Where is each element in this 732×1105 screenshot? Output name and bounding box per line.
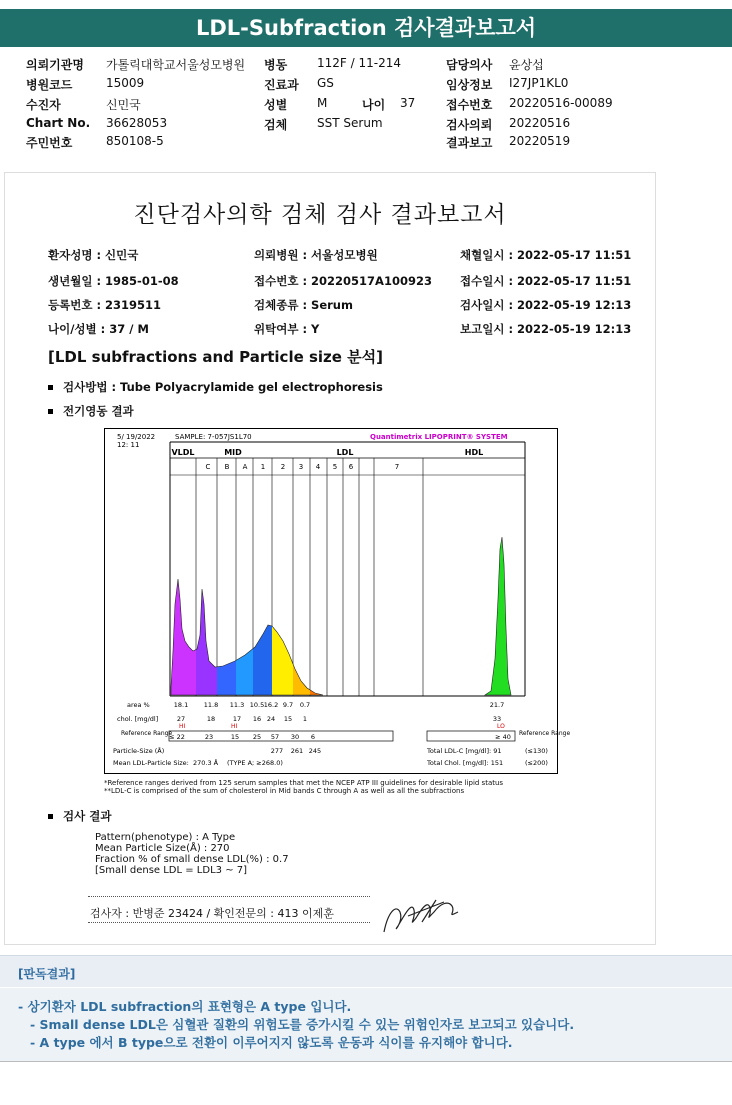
band-label: 7 [394, 463, 400, 471]
area-value: 9.7 [282, 701, 294, 709]
patient-hospital: 의뢰병원 : 서울성모병원 [254, 248, 378, 262]
chol-value: 17 [232, 715, 242, 723]
info-doctor: 윤상섭 [509, 58, 544, 72]
curve-band-fill [327, 459, 343, 696]
result-pattern: Pattern(phenotype) : A Type [95, 832, 236, 843]
result-fraction: Fraction % of small dense LDL(%) : 0.7 [95, 854, 289, 865]
info-clinical: I27JP1KL0 [509, 76, 569, 90]
ref-value: 6 [310, 733, 316, 741]
curve-band-fill [293, 459, 310, 696]
band-label: B [224, 463, 230, 471]
area-value: 21.7 [489, 701, 505, 709]
curve-band-fill [217, 459, 236, 696]
lipoprint-chart [104, 428, 571, 774]
judgment-line-1: - 상기환자 LDL subfraction의 표현형은 A type 입니다. [18, 999, 352, 1014]
result-definition: [Small dense LDL = LDL3 ~ 7] [95, 865, 248, 876]
sign-line-top [88, 896, 370, 897]
chol-value: 24 [266, 715, 276, 723]
result-heading: 검사 결과 [48, 808, 111, 824]
total-ldl: Total LDL-C [mg/dl]: 91 [427, 747, 502, 755]
signature-image [378, 882, 468, 942]
total-ldl-ref: (≤130) [525, 747, 548, 755]
area-value: 16.2 [263, 701, 279, 709]
patient-specimen: 검체종류 : Serum [254, 298, 353, 312]
area-row [174, 701, 504, 709]
info-hospital-code: 15009 [106, 76, 145, 90]
lipoprint-svg [105, 429, 571, 773]
info-chart-no: 36628053 [106, 116, 168, 130]
chol-row [177, 715, 501, 723]
ref-value: 57 [270, 733, 280, 741]
curve-band-fill [310, 459, 327, 696]
band-label: A [242, 463, 248, 471]
info-age: 37 [400, 96, 416, 110]
curve-band-fill [475, 459, 525, 696]
patient-report-time: 보고일시 : 2022-05-19 12:13 [460, 322, 632, 336]
size-value: 245 [308, 747, 322, 755]
row-size-label: Particle-Size (Å) [113, 747, 165, 755]
method-line: 검사방법 : Tube Polyacrylamide gel electrophoresis [48, 379, 383, 395]
area-value: 10.5 [249, 701, 265, 709]
judgment-line-3: - A type 에서 B type으로 전환이 이루어지지 않도록 운동과 식이를 유지해야 합니다. [30, 1035, 513, 1050]
row-mean-label: Mean LDL-Particle Size: [113, 759, 189, 767]
flag-2: HI [231, 723, 238, 730]
info-dept: GS [317, 76, 334, 90]
chart-time: 12: 11 [117, 441, 140, 449]
ref-value: 23 [204, 733, 214, 741]
info-specimen: SST Serum [317, 116, 383, 130]
chart-date: 5/ 19/2022 [117, 433, 156, 441]
ref-value: 15 [230, 733, 240, 741]
patient-reg-no: 등록번호 : 2319511 [48, 298, 162, 312]
area-value: 11.3 [229, 701, 245, 709]
judgment-header: [판독결과] [0, 955, 732, 987]
ref-value: ≤ 22 [169, 733, 185, 741]
info-ward: 112F / 11-214 [317, 56, 401, 70]
chol-value: 1 [302, 715, 308, 723]
chart-sample: SAMPLE: 7-057JS1L70 [175, 433, 252, 441]
chol-value: 16 [252, 715, 262, 723]
patient-name: 환자성명 : 신민국 [48, 248, 139, 262]
ref-value: 30 [290, 733, 300, 741]
row-area-label: area % [127, 701, 150, 709]
patient-age-sex: 나이/성별 : 37 / M [48, 322, 149, 336]
mean-type: (TYPE A; ≥268.0) [227, 759, 283, 767]
ref-row [169, 733, 511, 741]
info-requester: 의뢰기관명 [26, 58, 84, 72]
size-value: 261 [290, 747, 304, 755]
band-label: C [205, 463, 211, 471]
ref-value: 25 [252, 733, 262, 741]
note-2: **LDL-C is comprised of the sum of cholesterol in Mid bands C through A as well as all the subfractions [104, 787, 465, 795]
info-accession: 20220516-00089 [509, 96, 613, 110]
report-title-bar: LDL-Subfraction 검사결과보고서 [0, 9, 732, 47]
info-requester-value: 가톨릭대학교서울성모병원 [106, 58, 246, 72]
judgment-panel [0, 988, 732, 1062]
area-value: 11.8 [203, 701, 219, 709]
info-report-date: 20220519 [509, 134, 571, 148]
patient-test-time: 검사일시 : 2022-05-19 12:13 [460, 298, 632, 312]
group-mid: MID [224, 448, 242, 457]
band-labels [206, 463, 400, 471]
chol-value: 15 [283, 715, 293, 723]
electro-line: 전기영동 결과 [48, 403, 134, 419]
area-value: 0.7 [299, 701, 311, 709]
band-label: 4 [315, 463, 321, 471]
ref-label-right: Reference Range [519, 730, 571, 737]
patient-consign: 위탁여부 : Y [254, 322, 320, 336]
signer-line: 검사자 : 반병준 23424 / 확인전문의 : 413 이제훈 [90, 907, 334, 920]
chol-value: 18 [206, 715, 216, 723]
group-hdl: HDL [464, 448, 484, 457]
ref-value: ≥ 40 [495, 733, 511, 741]
curve-band-fill [196, 459, 217, 696]
sign-line-bottom [88, 922, 370, 923]
curve-band-fill [236, 459, 253, 696]
section-title: [LDL subfractions and Particle size 분석] [48, 348, 384, 366]
info-request-date: 20220516 [509, 116, 571, 130]
size-row [271, 747, 321, 755]
curve-band-fill [272, 459, 293, 696]
band-label: 6 [348, 463, 354, 471]
group-ldl: LDL [336, 448, 354, 457]
info-sex: M [317, 96, 328, 110]
band-label: 3 [298, 463, 304, 471]
group-vldl: VLDL [171, 448, 195, 457]
band-label: 5 [332, 463, 338, 471]
total-chol: Total Chol. [mg/dl]: 151 [427, 759, 504, 767]
info-resident-no: 850108-5 [106, 134, 164, 148]
total-chol-ref: (≤200) [525, 759, 548, 767]
flag-3: LO [497, 723, 505, 730]
result-mean-size: Mean Particle Size(Å) : 270 [95, 843, 230, 854]
size-value: 277 [270, 747, 284, 755]
report-heading: 진단검사의학 검체 검사 결과보고서 [133, 202, 507, 228]
note-1: *Reference ranges derived from 125 serum samples that met the NCEP ATP III guidelines for desirable lipid status [104, 779, 504, 787]
patient-birth: 생년월일 : 1985-01-08 [48, 274, 179, 288]
area-value: 18.1 [173, 701, 189, 709]
flag-1: HI [179, 723, 186, 730]
chol-value: 33 [492, 715, 502, 723]
patient-receipt-time: 접수일시 : 2022-05-17 11:51 [460, 274, 632, 288]
curve-band-fill [343, 459, 374, 696]
band-label: 1 [260, 463, 266, 471]
band-label: 2 [280, 463, 286, 471]
patient-accession: 접수번호 : 20220517A100923 [254, 274, 432, 288]
chol-value: 27 [176, 715, 186, 723]
judgment-line-2: - Small dense LDL은 심혈관 질환의 위험도를 증가시킬 수 있는 위험인자로 보고되고 있습니다. [30, 1017, 575, 1032]
curve-band-fill [253, 459, 272, 696]
info-patient: 신민국 [106, 98, 141, 112]
mean-size: 270.3 Å [193, 759, 219, 767]
curve-band-fill [170, 459, 196, 696]
row-ref-label: Reference Range [121, 730, 173, 737]
chart-brand: Quantimetrix LIPOPRINT® SYSTEM [370, 433, 508, 441]
patient-draw-time: 채혈일시 : 2022-05-17 11:51 [460, 248, 632, 262]
row-chol-label: chol. [mg/dl] [117, 715, 159, 723]
